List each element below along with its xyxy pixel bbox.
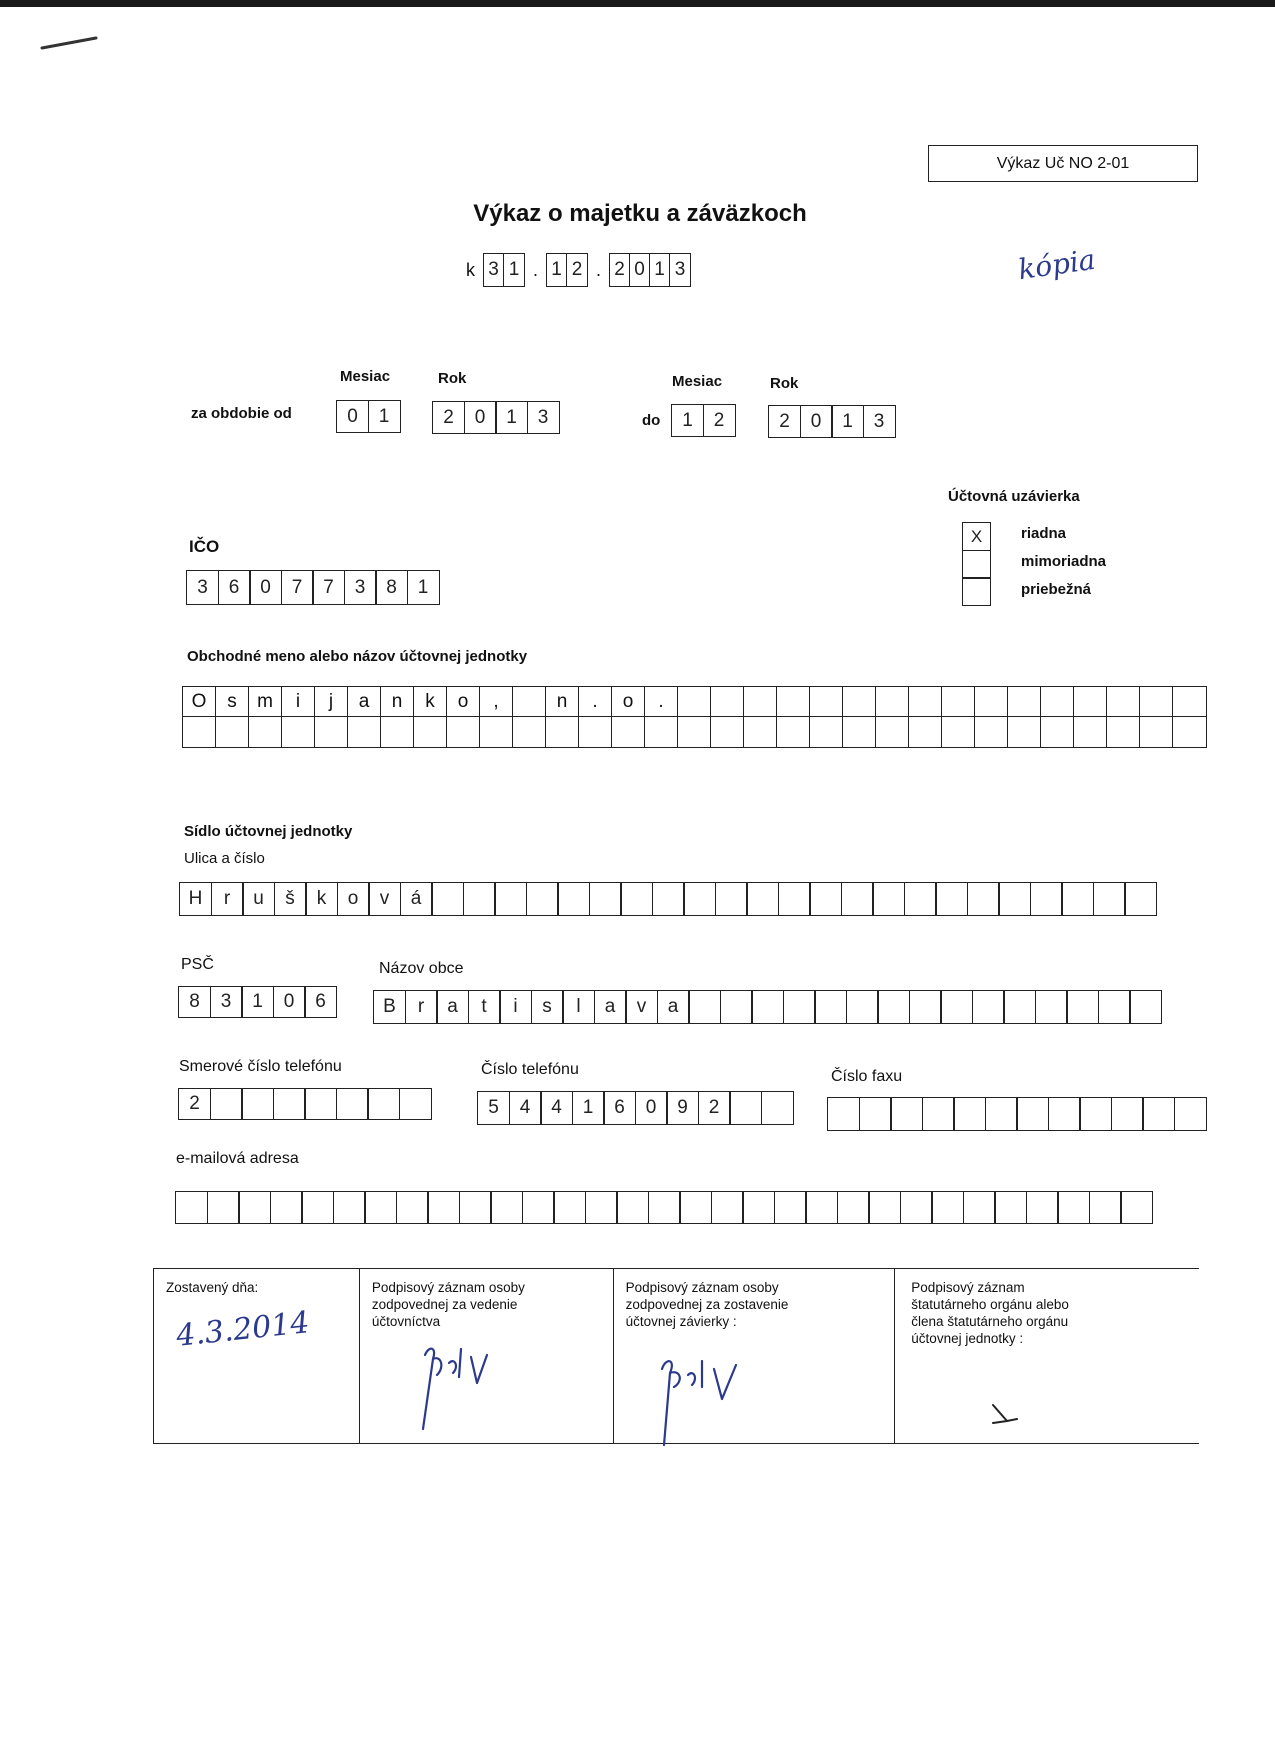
area-code-digit: [367, 1088, 400, 1120]
name-char-box: [282, 717, 315, 747]
fax-field[interactable]: [827, 1097, 1207, 1131]
street-char-box: [715, 882, 748, 916]
name-char-box: [975, 687, 1008, 717]
city-char-box: [1035, 990, 1068, 1024]
email-char-box: [805, 1191, 838, 1224]
email-char-box: [585, 1191, 618, 1224]
name-char-box: [678, 687, 711, 717]
name-char-box: [546, 717, 579, 747]
phone-digit: 4: [540, 1091, 573, 1125]
phone-digit: 0: [635, 1091, 668, 1125]
street-char-box: [809, 882, 842, 916]
to-month-digit: 2: [703, 404, 736, 437]
email-char-box: [1026, 1191, 1059, 1224]
street-char-box: [526, 882, 559, 916]
city-char-box: a: [594, 990, 627, 1024]
city-char-box: a: [657, 990, 690, 1024]
date-separator: .: [596, 259, 602, 280]
city-char-box: [751, 990, 784, 1024]
psc-digit: 3: [210, 986, 243, 1018]
street-char-box: [998, 882, 1031, 916]
name-char-box: a: [348, 687, 381, 717]
prepared-date-value: 4.3.2014: [174, 1305, 312, 1354]
city-char-box: i: [499, 990, 532, 1024]
phone-digit: 1: [572, 1091, 605, 1125]
name-char-box: [414, 717, 447, 747]
email-char-box: [1089, 1191, 1122, 1224]
fax-digit: [1174, 1097, 1207, 1131]
city-label: Názov obce: [379, 960, 464, 977]
from-month-digit: 0: [336, 400, 369, 433]
city-char-box: [1098, 990, 1131, 1024]
name-char-box: [447, 717, 480, 747]
to-year-digit: 3: [863, 405, 896, 438]
name-char-box: [810, 687, 843, 717]
name-char-box: [876, 717, 909, 747]
email-char-box: [396, 1191, 429, 1224]
from-month-digit: 1: [368, 400, 401, 433]
email-char-box: [1057, 1191, 1090, 1224]
from-year-digit: 1: [495, 401, 528, 434]
name-char-box: [183, 717, 216, 747]
as-of-year-digit: 2: [610, 254, 630, 286]
as-of-year-digit: 0: [630, 254, 650, 286]
street-char-box: [1124, 882, 1157, 916]
as-of-day[interactable]: [483, 253, 525, 287]
area-code-digit: 2: [178, 1088, 211, 1120]
email-char-box: [774, 1191, 807, 1224]
closing-mimoriadna-checkbox[interactable]: [962, 550, 991, 579]
from-year-label: Rok: [438, 370, 467, 387]
as-of-year[interactable]: [609, 253, 691, 287]
as-of-prefix: k: [466, 259, 475, 280]
phone-digit: 5: [477, 1091, 510, 1125]
name-char-box: [1107, 687, 1140, 717]
statements-signature-label: Podpisový záznam osoby zodpovednej za zostavenie účtovnej závierky :: [625, 1280, 789, 1329]
psc-field[interactable]: [178, 986, 337, 1018]
street-char-box: [904, 882, 937, 916]
name-char-box: [909, 717, 942, 747]
email-char-box: [900, 1191, 933, 1224]
name-char-box: .: [645, 687, 678, 717]
email-char-box: [931, 1191, 964, 1224]
name-char-box: [579, 717, 612, 747]
psc-digit: 1: [241, 986, 274, 1018]
closing-priebezna-checkbox[interactable]: [962, 577, 991, 606]
name-char-box: [942, 687, 975, 717]
street-char-box: [494, 882, 527, 916]
psc-digit: 6: [304, 986, 337, 1018]
to-month-field[interactable]: [671, 404, 736, 437]
phone-digit: [729, 1091, 762, 1125]
fax-digit: [859, 1097, 892, 1131]
email-char-box: [175, 1191, 208, 1224]
email-field[interactable]: [175, 1191, 1153, 1224]
ico-digit: 6: [218, 570, 251, 605]
name-char-box: j: [315, 687, 348, 717]
name-field[interactable]: [182, 686, 1207, 748]
fax-digit: [953, 1097, 986, 1131]
name-label: Obchodné meno alebo názov účtovnej jednotky: [187, 648, 528, 665]
from-year-digit: 2: [432, 401, 465, 434]
phone-digit: 4: [509, 1091, 542, 1125]
email-char-box: [648, 1191, 681, 1224]
name-char-box: i: [282, 687, 315, 717]
city-char-box: B: [373, 990, 406, 1024]
email-char-box: [711, 1191, 744, 1224]
area-code-digit: [336, 1088, 369, 1120]
as-of-date: [466, 253, 691, 287]
street-char-box: [1093, 882, 1126, 916]
area-code-field[interactable]: [178, 1088, 432, 1120]
name-char-box: [381, 717, 414, 747]
city-char-box: [688, 990, 721, 1024]
to-month-digit: 1: [671, 404, 704, 437]
street-char-box: [620, 882, 653, 916]
name-char-box: [1173, 687, 1206, 717]
street-char-box: o: [337, 882, 370, 916]
psc-digit: 0: [273, 986, 306, 1018]
name-char-box: [942, 717, 975, 747]
street-char-box: [1030, 882, 1063, 916]
to-year-field[interactable]: [768, 405, 896, 438]
email-char-box: [333, 1191, 366, 1224]
name-char-box: [480, 717, 513, 747]
as-of-year-digit: 3: [674, 259, 686, 280]
name-char-box: [678, 717, 711, 747]
from-year-field[interactable]: [432, 401, 560, 434]
ico-label: IČO: [189, 537, 220, 556]
as-of-month-digit: 2: [571, 259, 583, 280]
street-char-box: [431, 882, 464, 916]
email-char-box: [553, 1191, 586, 1224]
ico-digit: 8: [375, 570, 408, 605]
street-char-box: [841, 882, 874, 916]
name-char-box: [1140, 687, 1173, 717]
name-char-box: k: [414, 687, 447, 717]
name-char-box: [1041, 687, 1074, 717]
name-char-box: [744, 687, 777, 717]
handwritten-note: kópia: [1016, 242, 1098, 287]
fax-digit: [1079, 1097, 1112, 1131]
city-char-box: [877, 990, 910, 1024]
email-char-box: [1120, 1191, 1153, 1224]
psc-digit: 8: [178, 986, 211, 1018]
name-char-box: [513, 687, 546, 717]
name-char-box: m: [249, 687, 282, 717]
area-code-label: Smerové číslo telefónu: [179, 1058, 342, 1075]
city-char-box: r: [405, 990, 438, 1024]
statutory-signature-label: Podpisový záznam štatutárneho orgánu alebo člena štatutárneho orgánu účtovnej jednotky :: [911, 1280, 1069, 1346]
name-char-box: [711, 687, 744, 717]
fax-digit: [1142, 1097, 1175, 1131]
street-char-box: [463, 882, 496, 916]
prepared-cell: [154, 1269, 360, 1443]
email-char-box: [837, 1191, 870, 1224]
name-char-box: [612, 717, 645, 747]
name-char-box: [744, 717, 777, 747]
city-char-box: s: [531, 990, 564, 1024]
fax-digit: [1048, 1097, 1081, 1131]
area-code-digit: [210, 1088, 243, 1120]
name-char-box: [249, 717, 282, 747]
email-char-box: [270, 1191, 303, 1224]
closing-options: [962, 522, 991, 606]
street-char-box: k: [305, 882, 338, 916]
street-char-box: H: [179, 882, 212, 916]
name-char-box: [843, 717, 876, 747]
ico-digit: 1: [407, 570, 440, 605]
date-separator: .: [533, 259, 539, 280]
prepared-label: Zostavený dňa:: [166, 1280, 259, 1295]
street-char-box: [683, 882, 716, 916]
name-char-box: [1008, 717, 1041, 747]
city-char-box: t: [468, 990, 501, 1024]
email-char-box: [868, 1191, 901, 1224]
ico-digit: 7: [312, 570, 345, 605]
name-char-box: n: [381, 687, 414, 717]
name-char-box: [777, 717, 810, 747]
fax-digit: [1111, 1097, 1144, 1131]
name-char-box: o: [612, 687, 645, 717]
email-label: e-mailová adresa: [176, 1150, 299, 1167]
fax-digit: [1016, 1097, 1049, 1131]
scan-top-edge: [0, 0, 1275, 7]
fax-digit: [922, 1097, 955, 1131]
ico-digit: 7: [281, 570, 314, 605]
accounting-signature-label: Podpisový záznam osoby zodpovednej za vedenie účtovníctva: [371, 1280, 525, 1329]
name-char-box: ,: [480, 687, 513, 717]
street-char-box: [652, 882, 685, 916]
area-code-digit: [273, 1088, 306, 1120]
street-char-box: š: [274, 882, 307, 916]
phone-field[interactable]: [477, 1091, 794, 1125]
pen-mark-icon: [40, 34, 100, 54]
name-char-box: [876, 687, 909, 717]
name-char-box: [348, 717, 381, 747]
name-char-box: [1041, 717, 1074, 747]
phone-label: Číslo telefónu: [481, 1061, 579, 1078]
city-char-box: [940, 990, 973, 1024]
seat-label: Sídlo účtovnej jednotky: [184, 823, 353, 840]
name-char-box: o: [447, 687, 480, 717]
name-char-box: [909, 687, 942, 717]
name-char-box: [1074, 717, 1107, 747]
city-char-box: l: [562, 990, 595, 1024]
street-char-box: [589, 882, 622, 916]
street-char-box: [935, 882, 968, 916]
street-char-box: v: [368, 882, 401, 916]
name-char-box: [711, 717, 744, 747]
ico-field[interactable]: [186, 570, 440, 605]
closing-priebezna-label: priebežná: [1021, 581, 1092, 598]
accounting-signature-icon: [415, 1337, 515, 1437]
ico-digit: 0: [249, 570, 282, 605]
name-char-box: .: [579, 687, 612, 717]
city-field[interactable]: [373, 990, 1162, 1024]
name-char-box: [810, 717, 843, 747]
ico-digit: 3: [344, 570, 377, 605]
street-char-box: [872, 882, 905, 916]
from-month-label: Mesiac: [340, 368, 391, 385]
name-char-box: [1173, 717, 1206, 747]
city-char-box: [972, 990, 1005, 1024]
to-month-label: Mesiac: [672, 373, 723, 390]
email-char-box: [301, 1191, 334, 1224]
email-char-box: [679, 1191, 712, 1224]
from-year-digit: 0: [464, 401, 497, 434]
to-year-label: Rok: [770, 375, 799, 392]
email-char-box: [994, 1191, 1027, 1224]
phone-digit: 6: [603, 1091, 636, 1125]
period-from-label: za obdobie od: [191, 405, 292, 422]
as-of-day-digit: 1: [508, 259, 520, 280]
city-char-box: [814, 990, 847, 1024]
street-char-box: [967, 882, 1000, 916]
street-char-box: [1061, 882, 1094, 916]
as-of-month-digit: 1: [547, 254, 567, 286]
fax-digit: [827, 1097, 860, 1131]
statements-signature-cell: [614, 1269, 896, 1443]
accounting-signature-cell: [360, 1269, 614, 1443]
email-char-box: [427, 1191, 460, 1224]
name-char-box: [777, 687, 810, 717]
to-year-digit: 2: [768, 405, 801, 438]
email-char-box: [616, 1191, 649, 1224]
street-char-box: r: [211, 882, 244, 916]
area-code-digit: [304, 1088, 337, 1120]
email-char-box: [490, 1191, 523, 1224]
phone-digit: [761, 1091, 794, 1125]
email-char-box: [364, 1191, 397, 1224]
to-year-digit: 0: [800, 405, 833, 438]
name-char-box: [843, 687, 876, 717]
street-char-box: [746, 882, 779, 916]
name-char-box: [513, 717, 546, 747]
city-char-box: [846, 990, 879, 1024]
name-char-box: [1107, 717, 1140, 747]
fax-label: Číslo faxu: [831, 1068, 903, 1085]
name-char-box: [216, 717, 249, 747]
name-char-box: [645, 717, 678, 747]
page-title: Výkaz o majetku a záväzkoch: [473, 200, 807, 227]
from-month-field[interactable]: [336, 400, 401, 433]
email-char-box: [963, 1191, 996, 1224]
email-char-box: [207, 1191, 240, 1224]
city-char-box: [1066, 990, 1099, 1024]
city-char-box: a: [436, 990, 469, 1024]
as-of-day-digit: 3: [484, 254, 504, 286]
name-char-box: s: [216, 687, 249, 717]
city-char-box: [783, 990, 816, 1024]
period-to-label: do: [642, 412, 661, 429]
name-char-box: O: [183, 687, 216, 717]
as-of-month[interactable]: [546, 253, 588, 287]
fax-digit: [890, 1097, 923, 1131]
as-of-year-digit: 1: [650, 254, 670, 286]
closing-riadna-label: riadna: [1021, 525, 1067, 542]
statutory-signature-icon: [987, 1399, 1027, 1429]
form-code: Výkaz Uč NO 2-01: [928, 145, 1198, 182]
ico-digit: 3: [186, 570, 219, 605]
to-year-digit: 1: [831, 405, 864, 438]
city-char-box: [1129, 990, 1162, 1024]
city-char-box: [1003, 990, 1036, 1024]
phone-digit: 9: [666, 1091, 699, 1125]
city-char-box: [720, 990, 753, 1024]
name-char-box: [315, 717, 348, 747]
closing-label: Účtovná uzávierka: [948, 488, 1080, 505]
closing-riadna-checkbox[interactable]: X: [962, 522, 991, 551]
name-char-box: [1008, 687, 1041, 717]
name-char-box: [1074, 687, 1107, 717]
street-char-box: [557, 882, 590, 916]
name-char-box: [1140, 717, 1173, 747]
city-char-box: [909, 990, 942, 1024]
street-field[interactable]: [179, 882, 1157, 916]
name-char-box: n: [546, 687, 579, 717]
signature-table: [153, 1268, 1199, 1444]
phone-digit: 2: [698, 1091, 731, 1125]
name-char-box: [975, 717, 1008, 747]
street-char-box: u: [242, 882, 275, 916]
statutory-signature-cell: [895, 1269, 1199, 1443]
from-year-digit: 3: [527, 401, 560, 434]
street-char-box: [778, 882, 811, 916]
email-char-box: [742, 1191, 775, 1224]
psc-label: PSČ: [181, 956, 214, 973]
area-code-digit: [241, 1088, 274, 1120]
closing-mimoriadna-label: mimoriadna: [1021, 553, 1107, 570]
street-label: Ulica a číslo: [184, 850, 265, 867]
email-char-box: [238, 1191, 271, 1224]
email-char-box: [522, 1191, 555, 1224]
email-char-box: [459, 1191, 492, 1224]
statements-signature-icon: [652, 1347, 772, 1447]
city-char-box: v: [625, 990, 658, 1024]
fax-digit: [985, 1097, 1018, 1131]
area-code-digit: [399, 1088, 432, 1120]
street-char-box: á: [400, 882, 433, 916]
